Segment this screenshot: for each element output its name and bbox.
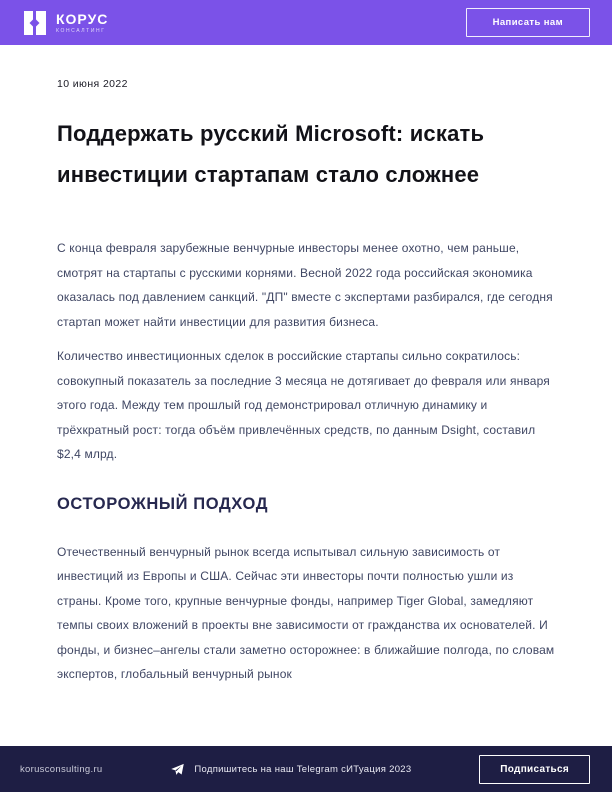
article-title: Поддержать русский Microsoft: искать инвестиции стартапам стало сложнее <box>57 121 485 187</box>
article-body <box>57 236 555 687</box>
telegram-promo-text: Подпишитесь на наш Telegram сИТуация 2023 <box>194 763 412 775</box>
korus-logo[interactable] <box>22 10 108 36</box>
korus-logo-icon <box>22 10 48 36</box>
logo-text <box>56 12 108 34</box>
telegram-promo[interactable] <box>170 762 411 777</box>
paragraph: Количество инвестиционных сделок в российские стартапы сильно сократилось: совокупный показатель за последние 3 месяца не дотягивает до февраля или января этого года. Между тем прошлый год демонстрировал отличную динамику и трёхкратный рост: тогда объём привлечённых средств, по данным Dsight, составил $2,4 млрд. <box>57 349 550 461</box>
article-date: 10 июня 2022 <box>57 78 128 90</box>
subscribe-button[interactable]: Подписаться <box>479 755 590 784</box>
footer-site-link[interactable]: korusconsulting.ru <box>20 763 103 775</box>
telegram-icon <box>170 762 185 777</box>
paragraph: С конца февраля зарубежные венчурные инвесторы менее охотно, чем раньше, смотрят на стартапы с русскими корнями. Весной 2022 года российская экономика оказалась под давлением санкций. "ДП" вместе с экспертами разбирался, где сегодня стартап может найти инвестиции для развития бизнеса. <box>57 241 553 329</box>
site-header <box>0 0 612 45</box>
paragraph: Отечественный венчурный рынок всегда испытывал сильную зависимость от инвестиций из Европы и США. Сейчас эти инвесторы почти полностью ушли из страны. Кроме того, крупные венчурные фонды, например Tiger Global, замедляют темпы своих вложений в проекты вне зависимости от гражданства их основателей. И фонды, и бизнес–ангелы стали заметно осторожнее: в ближайшие полгода, по словам экспертов, глобальный венчурный рынок <box>57 544 555 681</box>
contact-us-button[interactable]: Написать нам <box>466 8 590 37</box>
section-heading: ОСТОРОЖНЫЙ ПОДХОД <box>57 494 269 513</box>
logo-subtitle: КОНСАЛТИНГ <box>56 27 106 34</box>
site-footer <box>0 746 612 792</box>
logo-name: КОРУС <box>56 10 109 27</box>
article-content <box>0 45 612 746</box>
